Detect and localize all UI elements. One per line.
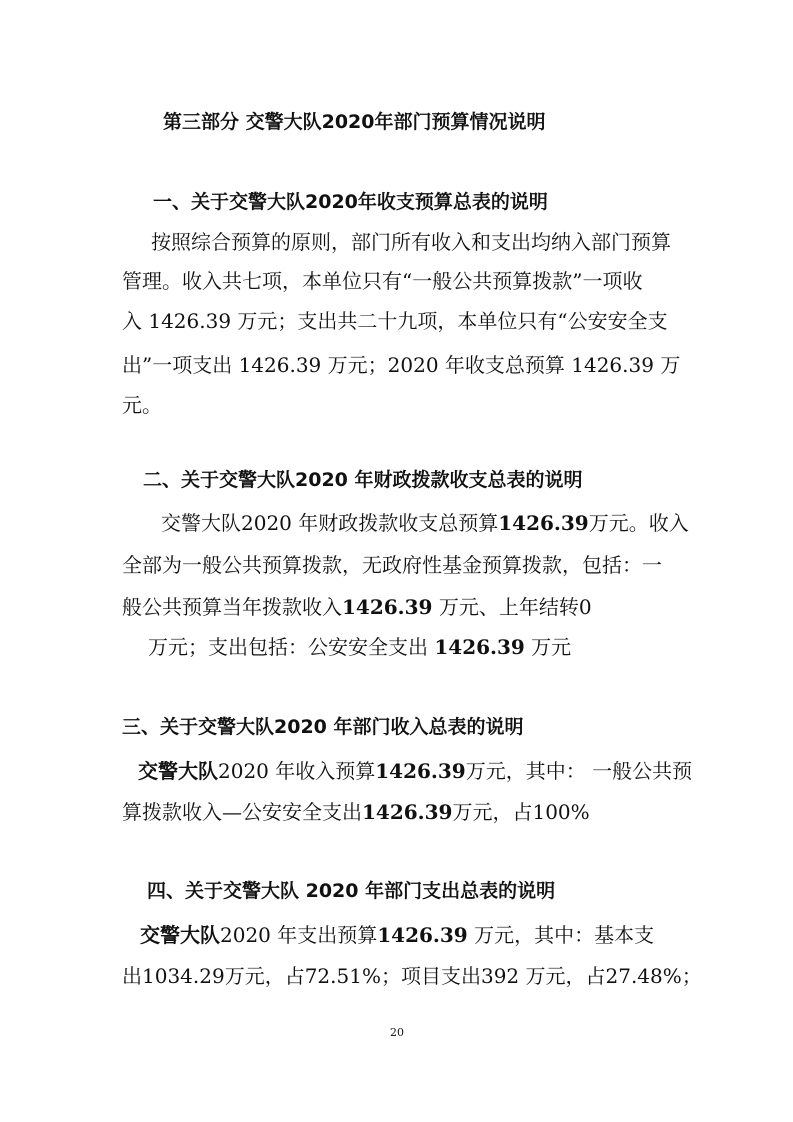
section-4-line-1-subject: 交警大队	[140, 923, 220, 947]
section-1-line-5: 元。	[122, 393, 162, 417]
section-3-line-1	[138, 758, 692, 784]
section-2-line-3-text: 般公共预算当年拨款收入	[122, 595, 342, 619]
section-3-line-1-tail: 万元，其中： 一般公共预	[465, 759, 693, 783]
section-3-line-1-text: 2020 年收入预算	[218, 759, 376, 783]
section-1-line-1: 按照综合预算的原则，部门所有收入和支出均纳入部门预算	[151, 230, 671, 254]
section-1-line-3: 入 1426.39 万元；支出共二十九项，本单位只有“公安安全支	[122, 309, 668, 333]
page-number: 20	[390, 1026, 404, 1039]
section-2-line-2: 全部为一般公共预算拨款，无政府性基金预算拨款，包括：一	[122, 553, 662, 577]
section-4-line-1-tail: 万元，其中：基本支	[467, 923, 655, 947]
section-2-line-1-tail: 万元。收入	[588, 511, 689, 535]
section-3-line-2-tail: 万元，占100%	[452, 800, 590, 824]
section-1-line-2: 管理。收入共七项，本单位只有“一般公共预算拨款”一项收	[122, 269, 643, 293]
section-2-line-4-tail: 万元	[524, 635, 572, 659]
section-4-line-1	[140, 922, 654, 948]
section-4-line-1-amount: 1426.39	[377, 923, 468, 947]
section-1-heading: 一、关于交警大队2020年收支预算总表的说明	[153, 191, 548, 213]
section-2-line-1	[161, 510, 689, 536]
section-3-line-2-text: 算拨款收入—公安安全支出	[122, 800, 362, 824]
section-3-line-1-subject: 交警大队	[138, 759, 218, 783]
page-title: 第三部分 交警大队2020年部门预算情况说明	[163, 111, 546, 133]
section-3-line-2	[122, 799, 590, 825]
section-2-line-4	[148, 634, 571, 660]
section-2-line-1-text: 交警大队2020 年财政拨款收支总预算	[161, 511, 499, 535]
section-2-line-4-text: 万元；支出包括：公安安全支出	[148, 635, 435, 659]
section-2-line-3-tail: 万元、上年结转0	[432, 595, 592, 619]
section-2-heading: 二、关于交警大队2020 年财政拨款收支总表的说明	[143, 469, 583, 491]
section-4-line-2: 出1034.29万元，占72.51%；项目支出392 万元，占27.48%；	[122, 964, 702, 988]
section-2-line-3	[122, 594, 592, 620]
section-2-line-1-amount: 1426.39	[498, 511, 589, 535]
section-2-line-4-amount: 1426.39	[434, 635, 525, 659]
section-2-line-3-amount: 1426.39	[342, 595, 433, 619]
section-4-line-1-text: 2020 年支出预算	[220, 923, 378, 947]
section-3-line-2-amount: 1426.39	[362, 800, 453, 824]
section-4-heading: 四、关于交警大队 2020 年部门支出总表的说明	[147, 880, 556, 902]
section-1-line-4: 出”一项支出 1426.39 万元；2020 年收支总预算 1426.39 万	[122, 353, 681, 377]
section-3-heading: 三、关于交警大队2020 年部门收入总表的说明	[122, 716, 524, 738]
section-3-line-1-amount: 1426.39	[375, 759, 466, 783]
